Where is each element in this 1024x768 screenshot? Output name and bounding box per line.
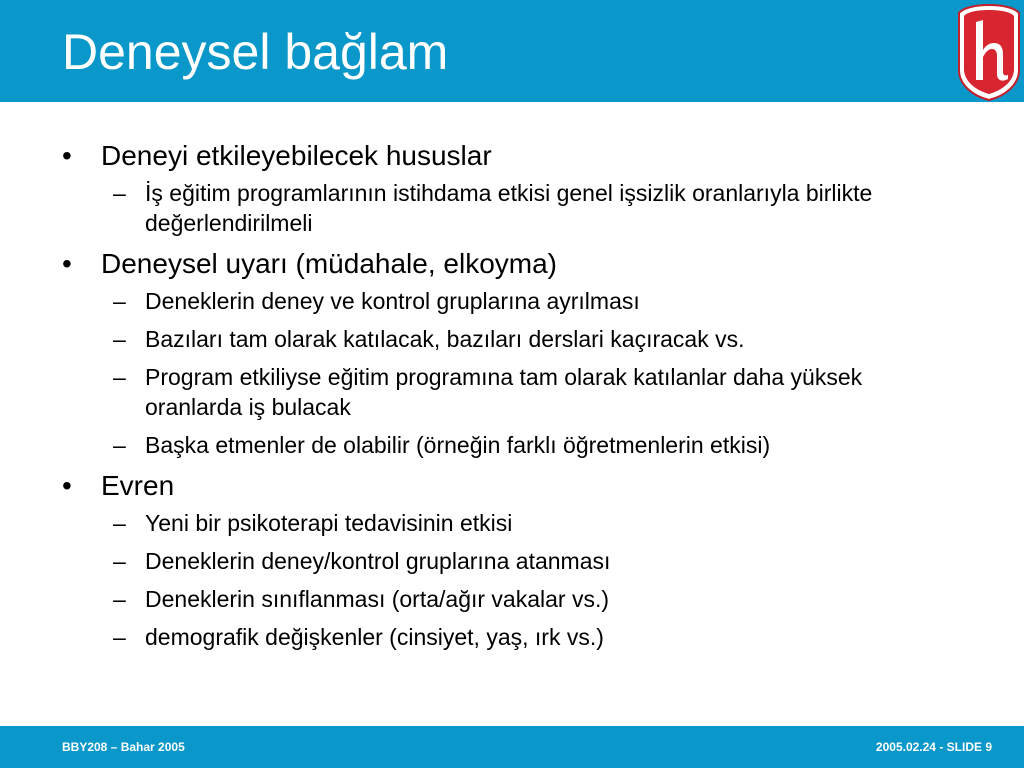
sub-bullet-item — [0, 362, 1024, 422]
dash-marker: – — [113, 288, 126, 314]
dash-marker: – — [113, 586, 126, 612]
bullet-marker: • — [62, 470, 72, 501]
dash-marker: – — [113, 364, 126, 390]
dash-marker: – — [113, 510, 126, 536]
footer-band — [0, 726, 1024, 768]
university-logo-icon — [955, 2, 1023, 102]
sub-bullet-text: Başka etmenler de olabilir (örneğin farklı öğretmenlerin etkisi) — [145, 432, 771, 458]
course-label: BBY208 – Bahar 2005 — [62, 740, 185, 754]
sub-bullet-text: Deneklerin sınıflanması (orta/ağır vakalar vs.) — [145, 586, 610, 612]
sub-bullet-item — [0, 584, 1024, 614]
sub-bullet-item — [0, 178, 1024, 238]
title-band — [0, 0, 1024, 102]
bullet-item — [0, 246, 1024, 282]
bullet-text: Deneysel uyarı (müdahale, elkoyma) — [101, 248, 557, 279]
dash-marker: – — [113, 326, 126, 352]
sub-bullet-text: Program etkiliyse eğitim programına tam olarak katılanlar daha yüksek oranlarda iş bulacak — [145, 364, 863, 420]
sub-bullet-item — [0, 324, 1024, 354]
sub-bullet-item — [0, 546, 1024, 576]
sub-bullet-item — [0, 622, 1024, 652]
sub-bullet-item — [0, 508, 1024, 538]
dash-marker: – — [113, 180, 126, 206]
bullet-marker: • — [62, 248, 72, 279]
bullet-text: Evren — [101, 470, 175, 501]
slide-number: 2005.02.24 - SLIDE 9 — [875, 740, 992, 754]
dash-marker: – — [113, 548, 126, 574]
dash-marker: – — [113, 432, 126, 458]
sub-bullet-text: demografik değişkenler (cinsiyet, yaş, ırk vs.) — [145, 624, 604, 650]
slide-title: Deneysel bağlam — [62, 24, 449, 80]
bullet-text: Deneyi etkileyebilecek hususlar — [101, 140, 492, 171]
bullet-item — [0, 468, 1024, 504]
sub-bullet-text: İş eğitim programlarının istihdama etkisi genel işsizlik oranlarıyla birlikte değerlendirilmeli — [145, 180, 873, 236]
slide-body — [0, 138, 1024, 660]
sub-bullet-item — [0, 286, 1024, 316]
sub-bullet-text: Deneklerin deney ve kontrol gruplarına ayrılması — [145, 288, 640, 314]
sub-bullet-text: Bazıları tam olarak katılacak, bazıları derslari kaçıracak vs. — [145, 326, 745, 352]
sub-bullet-item — [0, 430, 1024, 460]
dash-marker: – — [113, 624, 126, 650]
bullet-marker: • — [62, 140, 72, 171]
sub-bullet-text: Deneklerin deney/kontrol gruplarına atanması — [145, 548, 611, 574]
sub-bullet-text: Yeni bir psikoterapi tedavisinin etkisi — [145, 510, 513, 536]
bullet-item — [0, 138, 1024, 174]
